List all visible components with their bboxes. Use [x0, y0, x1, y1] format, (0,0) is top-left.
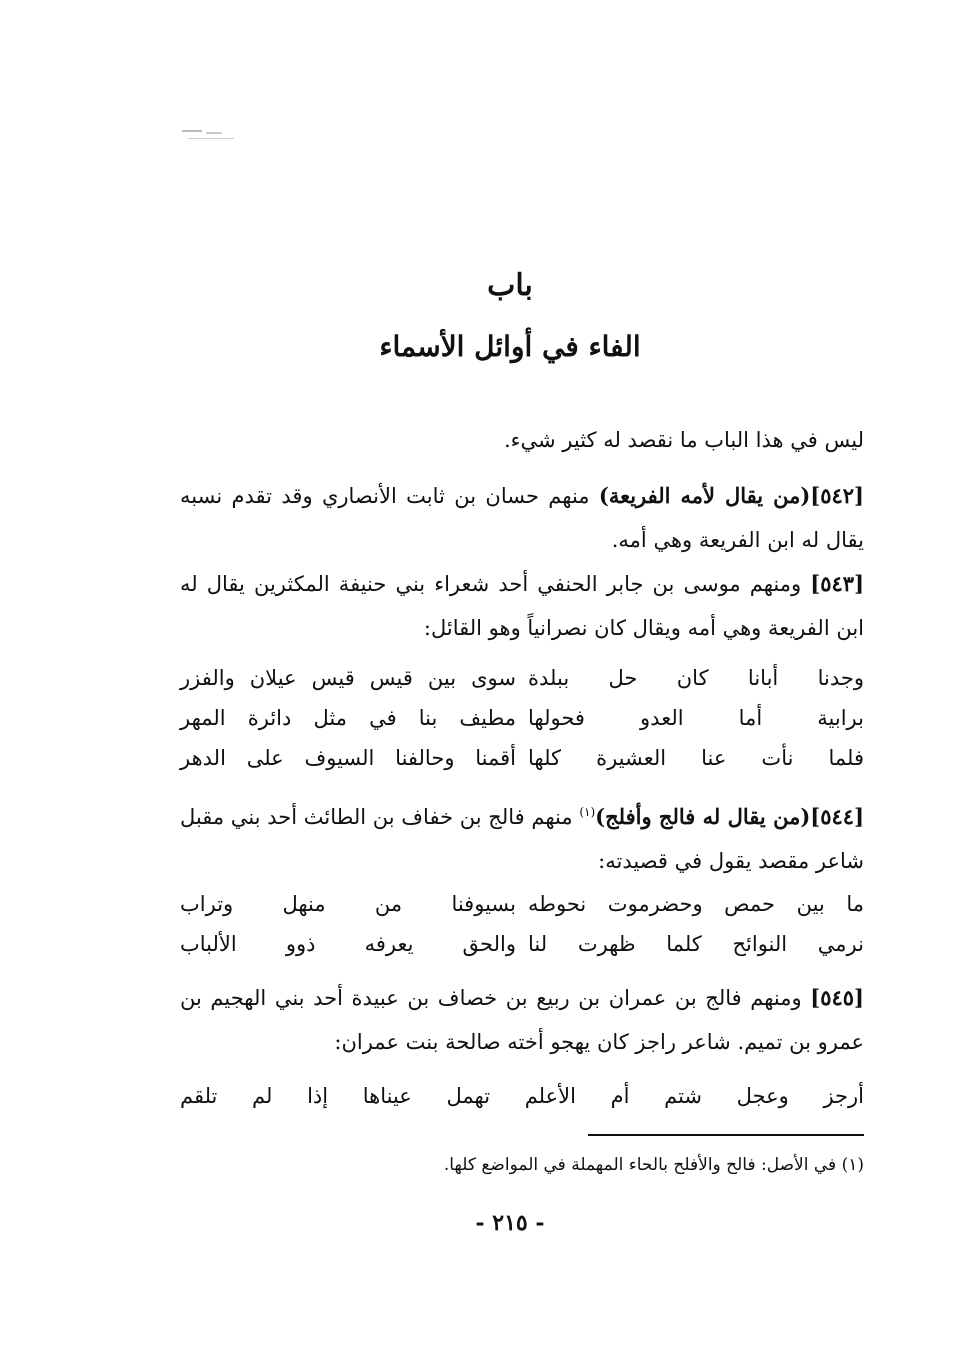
entry-label: (من يقال لأمه الفريعة) [598, 483, 811, 508]
poem2-verse [180, 886, 864, 922]
entry-text: ومنهم فالج بن عمران بن ربيع بن خصاف بن عبيدة أحد بني الهجيم بن عمرو بن تميم. شاعر راجز كان يهجو أخته صالحة بنت عمران: [180, 986, 864, 1054]
entry-number: [٥٤٢] [810, 483, 864, 508]
chapter-title: الفاء في أوائل الأسماء [379, 330, 641, 363]
entry-number: [٥٤٣] [810, 571, 864, 596]
entry-545 [180, 976, 864, 1064]
verse-second-hemistich: بسيوفنا من منهل وتراب [180, 892, 516, 916]
entry-text: ومنهم موسى بن جابر الحنفي أحد شعراء بني حنيفة المكثرين يقال له ابن الفريعة وهي أمه ويقال كان نصرانياً وهو القائل: [180, 572, 864, 640]
entry-544 [180, 790, 864, 883]
scan-smudge [180, 126, 242, 142]
entry-text: منهم حسان بن ثابت الأنصاري وقد تقدم نسبه يقال له ابن الفريعة وهي أمه. [180, 484, 864, 552]
entry-number: [٥٤٤] [810, 804, 864, 829]
poem2-verse [180, 926, 864, 962]
poem1-verse [180, 740, 864, 776]
verse-first-hemistich: فلما نأت عنا العشيرة كلها [528, 746, 864, 770]
entry-number: [٥٤٥] [810, 985, 864, 1010]
poem1-verse [180, 660, 864, 696]
entry-text: منهم فالج بن خفاف بن الطائث أحد بني مقبل شاعر مقصد يقول في قصيدته: [180, 805, 864, 873]
entry-543 [180, 562, 864, 650]
verse-second-hemistich: والحق يعرفه ذوو الألباب [180, 932, 516, 956]
verse-first-hemistich: برابية أما العدو فحولها [528, 706, 864, 730]
chapter-heading: باب [487, 268, 533, 303]
verse-first-hemistich: وجدنا أبانا كان حل ببلدة [528, 666, 864, 690]
footnote-divider [588, 1134, 864, 1136]
verse-second-hemistich: أقمنا وحالفنا السيوف على الدهر [180, 746, 516, 770]
verse-second-hemistich: مطيف بنا في مثل دائرة المهر [180, 706, 516, 730]
verse-first-hemistich: نرمي النوائح كلما ظهرت لنا [528, 932, 864, 956]
footnote: (١) في الأصل: فالح والأفلح بالحاء المهملة في المواضع كلها. [443, 1155, 864, 1175]
page-number: - ٢١٥ - [475, 1210, 545, 1236]
intro-paragraph: ليس في هذا الباب ما نقصد له كثير شيء. [503, 428, 864, 452]
entry-542 [180, 474, 864, 562]
verse-second-hemistich: سوى بين قيس قيس عيلان والفزر [180, 666, 516, 690]
poem1-verse [180, 700, 864, 736]
rajaz-line: أرجز وعجل شتم أم الأعلم تهمل عيناها إذا لم تلقم [180, 1084, 864, 1108]
verse-first-hemistich: ما بين حمص وحضرموت نحوطه [528, 892, 864, 916]
entry-label: (من يقال له فالج وأفلج) [595, 804, 811, 829]
footnote-ref: (١) [579, 805, 596, 819]
